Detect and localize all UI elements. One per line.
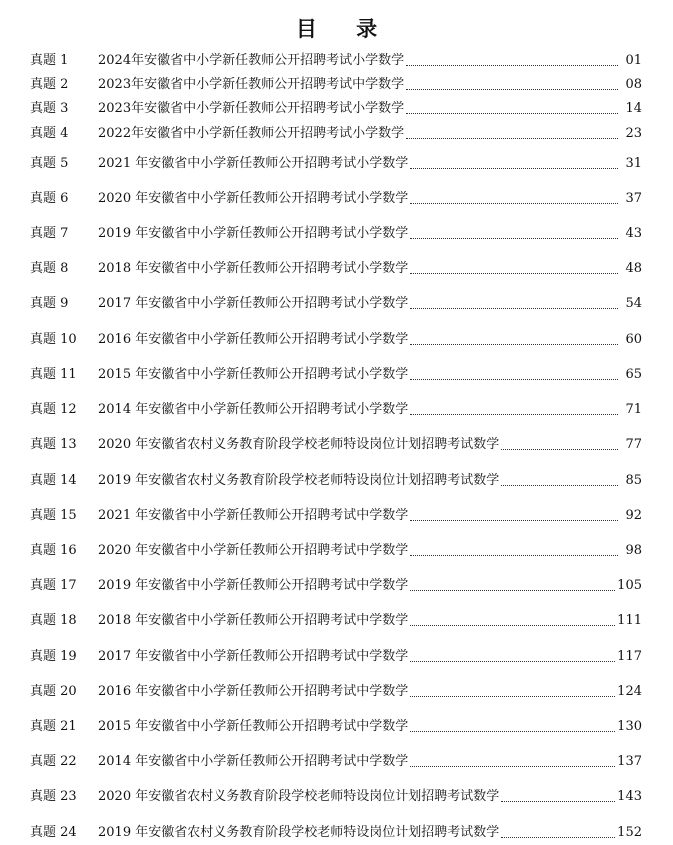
entry-title: 2020 年安徽省农村义务教育阶段学校老师特设岗位计划招聘考试数学 — [98, 789, 500, 804]
entry-page-number: 01 — [625, 53, 642, 68]
entry-title: 2018 年安徽省中小学新任教师公开招聘考试中学数学 — [98, 613, 409, 628]
entry-label: 真题 21 — [30, 719, 77, 734]
entry-label: 真题 23 — [30, 789, 77, 804]
toc-entry[interactable] — [30, 647, 642, 667]
toc-entry[interactable] — [30, 51, 642, 71]
entry-page-number: 130 — [617, 719, 642, 734]
dot-leader — [406, 137, 618, 139]
toc-entry[interactable] — [30, 787, 642, 807]
entry-label: 真题 5 — [30, 156, 69, 171]
entry-title: 2014 年安徽省中小学新任教师公开招聘考试中学数学 — [98, 754, 409, 769]
entry-page-number: 31 — [625, 156, 642, 171]
entry-page-number: 137 — [617, 754, 642, 769]
dot-leader — [410, 695, 615, 697]
page-title: 目 录 — [295, 16, 394, 41]
entry-label: 真题 4 — [30, 126, 69, 141]
entry-title: 2021 年安徽省中小学新任教师公开招聘考试小学数学 — [98, 156, 409, 171]
toc-entry[interactable] — [30, 823, 642, 843]
entry-title: 2017 年安徽省中小学新任教师公开招聘考试小学数学 — [98, 296, 409, 311]
entry-page-number: 143 — [617, 789, 642, 804]
dot-leader — [410, 237, 618, 239]
entry-page-number: 43 — [625, 226, 642, 241]
toc-entry[interactable] — [30, 717, 642, 737]
toc-entry[interactable] — [30, 506, 642, 526]
entry-label: 真题 7 — [30, 226, 69, 241]
entry-label: 真题 15 — [30, 508, 77, 523]
entry-page-number: 54 — [625, 296, 642, 311]
entry-page-number: 48 — [625, 261, 642, 276]
dot-leader — [410, 589, 615, 591]
entry-label: 真题 8 — [30, 261, 69, 276]
entry-page-number: 08 — [625, 77, 642, 92]
entry-title: 2020 年安徽省农村义务教育阶段学校老师特设岗位计划招聘考试数学 — [98, 437, 500, 452]
toc-entry[interactable] — [30, 189, 642, 209]
entry-label: 真题 22 — [30, 754, 77, 769]
toc-entry[interactable] — [30, 576, 642, 596]
entry-title: 2024年安徽省中小学新任教师公开招聘考试小学数学 — [98, 53, 405, 68]
entry-title: 2021 年安徽省中小学新任教师公开招聘考试中学数学 — [98, 508, 409, 523]
entry-label: 真题 12 — [30, 402, 77, 417]
dot-leader — [501, 836, 615, 838]
dot-leader — [410, 660, 615, 662]
entry-page-number: 77 — [625, 437, 642, 452]
toc-entry[interactable] — [30, 541, 642, 561]
entry-page-number: 152 — [617, 825, 642, 840]
entry-label: 真题 2 — [30, 77, 69, 92]
entry-title: 2015 年安徽省中小学新任教师公开招聘考试中学数学 — [98, 719, 409, 734]
dot-leader — [410, 413, 618, 415]
entry-title: 2016 年安徽省中小学新任教师公开招聘考试中学数学 — [98, 684, 409, 699]
dot-leader — [501, 800, 615, 802]
toc-entry[interactable] — [30, 224, 642, 244]
toc-entry[interactable] — [30, 400, 642, 420]
entry-title: 2020 年安徽省中小学新任教师公开招聘考试中学数学 — [98, 543, 409, 558]
entry-label: 真题 9 — [30, 296, 69, 311]
entry-title: 2023年安徽省中小学新任教师公开招聘考试小学数学 — [98, 101, 405, 116]
dot-leader — [410, 307, 618, 309]
dot-leader — [410, 272, 618, 274]
entry-label: 真题 3 — [30, 101, 69, 116]
entry-page-number: 92 — [625, 508, 642, 523]
entry-page-number: 124 — [617, 684, 642, 699]
entry-page-number: 60 — [625, 332, 642, 347]
toc-entry[interactable] — [30, 75, 642, 95]
entry-title: 2018 年安徽省中小学新任教师公开招聘考试小学数学 — [98, 261, 409, 276]
entry-title: 2022年安徽省中小学新任教师公开招聘考试小学数学 — [98, 126, 405, 141]
toc-entry[interactable] — [30, 154, 642, 174]
entry-title: 2017 年安徽省中小学新任教师公开招聘考试中学数学 — [98, 649, 409, 664]
dot-leader — [406, 88, 618, 90]
entry-title: 2019 年安徽省农村义务教育阶段学校老师特设岗位计划招聘考试数学 — [98, 825, 500, 840]
entry-page-number: 117 — [617, 649, 642, 664]
dot-leader — [410, 624, 615, 626]
dot-leader — [410, 554, 618, 556]
toc-entry[interactable] — [30, 259, 642, 279]
dot-leader — [410, 202, 618, 204]
entry-label: 真题 10 — [30, 332, 77, 347]
entry-page-number: 14 — [625, 101, 642, 116]
dot-leader — [501, 448, 618, 450]
dot-leader — [410, 765, 615, 767]
entry-title: 2014 年安徽省中小学新任教师公开招聘考试小学数学 — [98, 402, 409, 417]
entry-label: 真题 20 — [30, 684, 77, 699]
toc-entry[interactable] — [30, 365, 642, 385]
entry-page-number: 105 — [617, 578, 642, 593]
toc-entry[interactable] — [30, 611, 642, 631]
entry-label: 真题 14 — [30, 473, 77, 488]
entry-label: 真题 19 — [30, 649, 77, 664]
entry-title: 2015 年安徽省中小学新任教师公开招聘考试小学数学 — [98, 367, 409, 382]
entry-title: 2016 年安徽省中小学新任教师公开招聘考试小学数学 — [98, 332, 409, 347]
entry-page-number: 65 — [625, 367, 642, 382]
entry-title: 2019 年安徽省农村义务教育阶段学校老师特设岗位计划招聘考试数学 — [98, 473, 500, 488]
entry-label: 真题 17 — [30, 578, 77, 593]
toc-entry[interactable] — [30, 435, 642, 455]
entry-title: 2019 年安徽省中小学新任教师公开招聘考试中学数学 — [98, 578, 409, 593]
entry-label: 真题 11 — [30, 367, 77, 382]
dot-leader — [410, 167, 618, 169]
entry-label: 真题 13 — [30, 437, 77, 452]
entry-label: 真题 16 — [30, 543, 77, 558]
entry-page-number: 98 — [625, 543, 642, 558]
dot-leader — [406, 112, 618, 114]
entry-page-number: 71 — [625, 402, 642, 417]
dot-leader — [410, 343, 618, 345]
entry-title: 2019 年安徽省中小学新任教师公开招聘考试小学数学 — [98, 226, 409, 241]
toc-entry[interactable] — [30, 471, 642, 491]
entry-label: 真题 1 — [30, 53, 69, 68]
dot-leader — [410, 730, 615, 732]
toc-entry[interactable] — [30, 682, 642, 702]
entry-page-number: 23 — [625, 126, 642, 141]
toc-entry[interactable] — [30, 294, 642, 314]
entry-page-number: 111 — [617, 613, 642, 628]
entry-title: 2020 年安徽省中小学新任教师公开招聘考试小学数学 — [98, 191, 409, 206]
dot-leader — [410, 378, 618, 380]
toc-entry[interactable] — [30, 99, 642, 119]
toc-entry[interactable] — [30, 330, 642, 350]
entry-label: 真题 24 — [30, 825, 77, 840]
entry-title: 2023年安徽省中小学新任教师公开招聘考试中学数学 — [98, 77, 405, 92]
entry-page-number: 85 — [625, 473, 642, 488]
entry-label: 真题 18 — [30, 613, 77, 628]
toc-entry[interactable] — [30, 752, 642, 772]
dot-leader — [406, 64, 618, 66]
toc-entry[interactable] — [30, 124, 642, 144]
dot-leader — [410, 519, 618, 521]
entry-page-number: 37 — [625, 191, 642, 206]
entry-label: 真题 6 — [30, 191, 69, 206]
dot-leader — [501, 484, 618, 486]
